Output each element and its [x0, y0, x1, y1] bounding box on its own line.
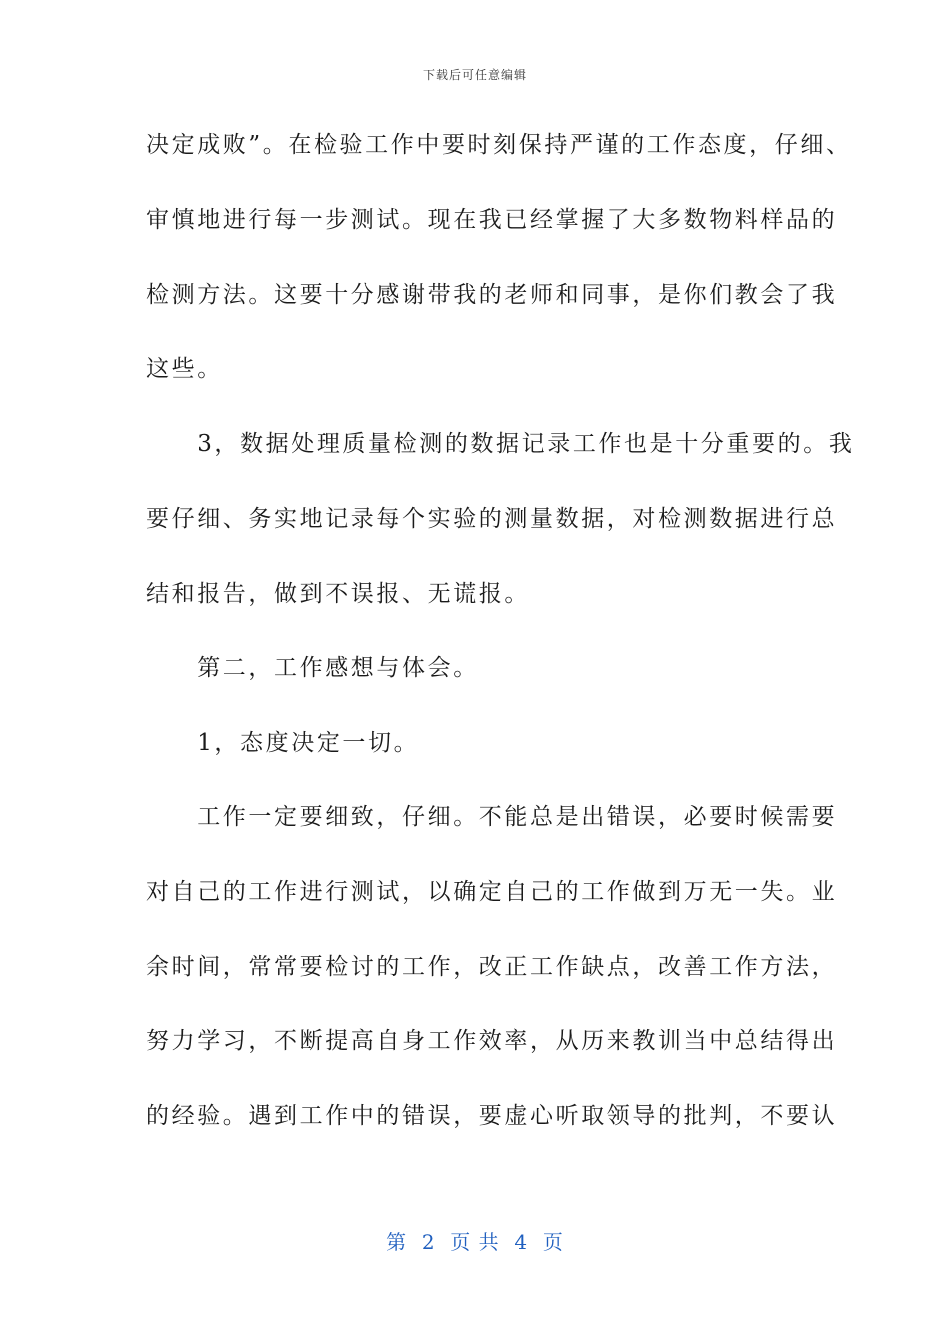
body-line: 决定成败”。在检验工作中要时刻保持严谨的工作态度，仔细、 — [146, 132, 852, 158]
body-line: 结和报告，做到不误报、无谎报。 — [146, 581, 530, 607]
body-line: 对自己的工作进行测试，以确定自己的工作做到万无一失。业 — [146, 879, 838, 905]
body-line: 努力学习，不断提高自身工作效率，从历来教训当中总结得出 — [146, 1028, 838, 1054]
subsection-heading: 1，态度决定一切。 — [146, 730, 420, 756]
body-line: 工作一定要细致，仔细。不能总是出错误，必要时候需要 — [146, 804, 838, 830]
page-header: 下载后可任意编辑 — [422, 68, 527, 82]
page-number-footer: 第 2 页 共 4 页 — [386, 1230, 564, 1254]
body-line: 要仔细、务实地记录每个实验的测量数据，对检测数据进行总 — [146, 506, 838, 532]
body-line: 的经验。遇到工作中的错误，要虚心听取领导的批判，不要认 — [146, 1103, 838, 1129]
body-line: 这些。 — [146, 356, 223, 382]
body-line: 3，数据处理质量检测的数据记录工作也是十分重要的。我 — [146, 431, 855, 457]
body-line: 余时间，常常要检讨的工作，改正工作缺点，改善工作方法， — [146, 954, 838, 980]
body-line: 审慎地进行每一步测试。现在我已经掌握了大多数物料样品的 — [146, 207, 838, 233]
body-line: 检测方法。这要十分感谢带我的老师和同事，是你们教会了我 — [146, 282, 838, 308]
section-heading: 第二，工作感想与体会。 — [146, 655, 479, 681]
